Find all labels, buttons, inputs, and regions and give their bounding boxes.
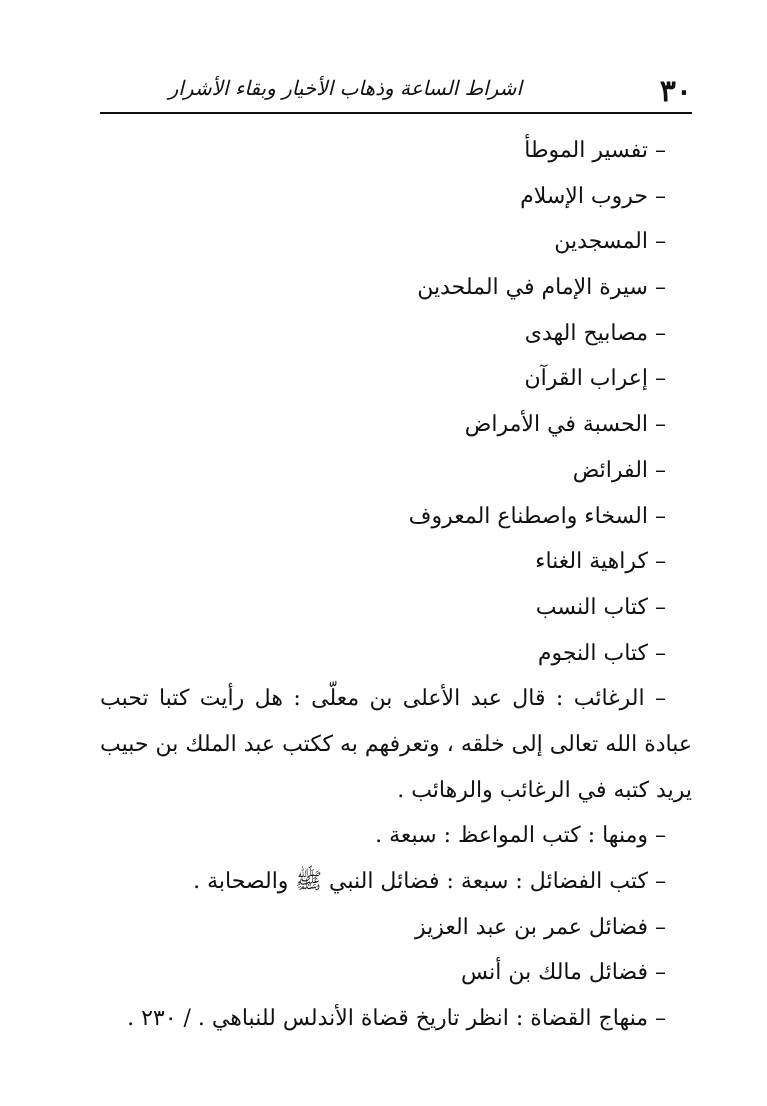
list-item: – حروب الإسلام	[520, 183, 666, 209]
list-item: – سيرة الإمام في الملحدين	[417, 275, 666, 301]
page-number: ٣٠	[659, 74, 692, 109]
list-item: – كراهية الغناء	[535, 549, 666, 575]
list-item: – مصابيح الهدى	[524, 320, 666, 346]
list-item: – كتب الفضائل : سبعة : فضائل النبي ﷺ والصحابة .	[193, 869, 666, 894]
list-item: – إعراب القرآن	[524, 366, 666, 392]
list-item: – فضائل مالك بن أنس	[461, 960, 666, 986]
paragraph-line: عبادة الله تعالى إلى خلقه ، وتعرفهم به ككتب عبد الملك بن حبيب	[100, 731, 692, 757]
list-item: – كتاب النسب	[535, 594, 666, 620]
list-item: – السخاء واصطناع المعروف	[408, 503, 666, 529]
list-item: – كتاب النجوم	[537, 640, 666, 666]
list-item: – ومنها : كتب المواعظ : سبعة .	[375, 823, 666, 849]
list-item: – منهاج القضاة : انظر تاريخ قضاة الأندلس للنباهي . / ٢٣٠ .	[127, 1006, 666, 1032]
header-divider	[100, 112, 692, 114]
page-header	[100, 72, 692, 112]
running-title: اشراط الساعة وذهاب الأخيار وبقاء الأشرار	[168, 76, 522, 100]
page-body	[100, 128, 692, 1042]
list-item: – تفسير الموطأ	[524, 138, 666, 163]
list-item: – الحسبة في الأمراض	[464, 412, 666, 438]
list-item: – المسجدين	[554, 229, 666, 255]
paragraph-line: يريد كتبه في الرغائب والرهائب .	[397, 777, 692, 803]
list-item: – الفرائض	[572, 457, 666, 483]
list-item: – فضائل عمر بن عبد العزيز	[414, 914, 666, 940]
paragraph-line: – الرغائب : قال عبد الأعلى بن معلّى : هل رأيت كتبا تحبب	[100, 686, 666, 712]
